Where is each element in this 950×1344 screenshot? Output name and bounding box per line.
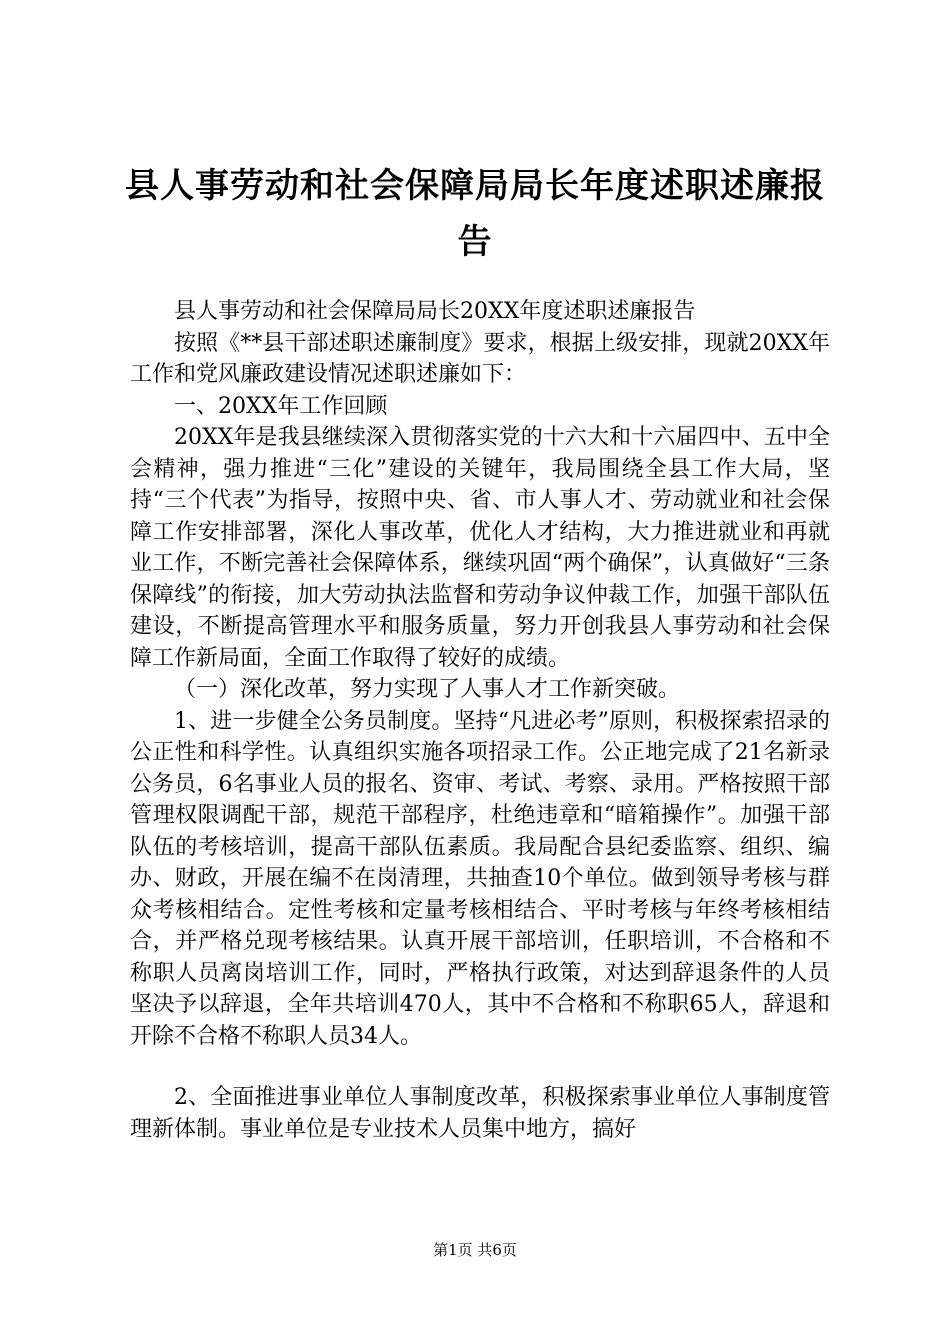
civil-servant-paragraph: 1、进一步健全公务员制度。坚持“凡进必考”原则，积极探索招录的公正性和科学性。认真组织实施各项招录工作。公正地完成了21名新录公务员，6名事业人员的报名、资审、考试、考察、录用。严格按照干部管理权限调配干部，规范干部程序，杜绝违章和“暗箱操作”。加强干部队伍的考核培训，提高干部队伍素质。我局配合县纪委监察、组织、编办、财政，开展在编不在岗清理，共抽查10个单位。做到领导考核与群众考核相结合。定性考核和定量考核相结合、平时考核与年终考核相结合，并严格兑现考核结果。认真开展干部培训，任职培训，不合格和不称职人员离岗培训工作，同时，严格执行政策，对达到辞退条件的人员坚决予以辞退，全年共培训470人，其中不合格和不称职65人，辞退和开除不合格不称职人员34人。 [130,708,830,1049]
intro-paragraph: 按照《**县干部述职述廉制度》要求，根据上级安排，现就20XX年工作和党风廉政建设情况述职述廉如下： [130,330,830,387]
document-body [130,296,830,1145]
subsection-heading: （一）深化改革，努力实现了人事人才工作新突破。 [174,677,681,702]
review-paragraph: 20XX年是我县继续深入贯彻落实党的十六大和十六届四中、五中全会精神，强力推进“三化”建设的关键年，我局围绕全县工作大局，坚持“三个代表”为指导，按照中央、省、市人事人才、劳动就业和社会保障工作安排部署，深化人事改革，优化人才结构，大力推进就业和再就业工作，不断完善社会保障体系，继续巩固“两个确保”，认真做好“三条保障线”的衔接，加大劳动执法监督和劳动争议仲裁工作，加强干部队伍建设，不断提高管理水平和服务质量，努力开创我县人事劳动和社会保障工作新局面，全面工作取得了较好的成绩。 [130,425,830,671]
section-heading: 一、20XX年工作回顾 [174,393,388,419]
report-heading-line: 县人事劳动和社会保障局局长20XX年度述职述廉报告 [174,299,696,324]
document-title: 县人事劳动和社会保障局局长年度述职述廉报告 [125,166,825,262]
page-number: 第1页 共6页 [433,1241,517,1259]
institution-reform-paragraph: 2、全面推进事业单位人事制度改革，积极探索事业单位人事制度管理新体制。事业单位是专业技术人员集中地方，搞好 [130,1085,830,1142]
